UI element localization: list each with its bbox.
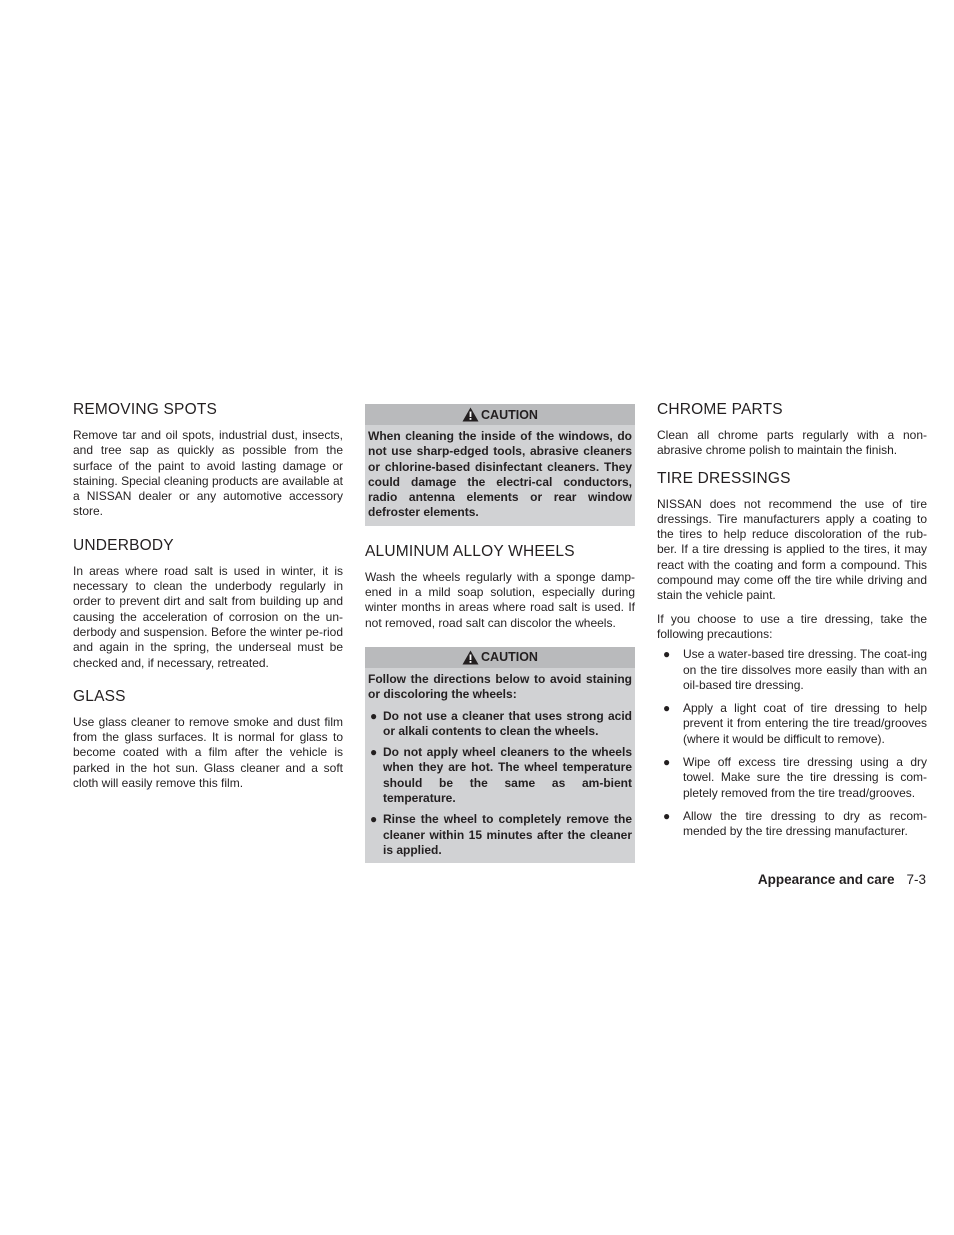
list-item bbox=[368, 745, 632, 806]
bullet-icon: ● bbox=[663, 808, 671, 823]
list-item-text: Use a water-based tire dressing. The coat-ing on the tire dissolves more easily than with an oil-based tire dressing. bbox=[683, 647, 927, 692]
warning-triangle-icon bbox=[462, 650, 479, 665]
warning-triangle-icon bbox=[462, 407, 479, 422]
caution-box-windows bbox=[365, 404, 635, 526]
chrome-parts-heading: CHROME PARTS bbox=[657, 401, 783, 418]
tire-dressings-section bbox=[657, 469, 927, 840]
right-column bbox=[657, 400, 927, 856]
list-item bbox=[657, 701, 927, 747]
list-item bbox=[657, 755, 927, 801]
caution-wheels-list bbox=[368, 709, 632, 859]
list-item-text: Wipe off excess tire dressing using a dry towel. Make sure the tire dressing is com-pletely removed from the tire tread/grooves. bbox=[683, 755, 927, 800]
bullet-icon: ● bbox=[370, 708, 378, 723]
list-item-text: Allow the tire dressing to dry as recom-mended by the tire dressing manufacturer. bbox=[683, 808, 927, 839]
tire-precautions-list bbox=[657, 647, 927, 839]
caution-windows-text: When cleaning the inside of the windows, do not use sharp-edged tools, abrasive cleaners or chlorine-based disinfectant cleaners. They could damage the electri-cal conductors, radio antenna elements or rear window defroster elements. bbox=[368, 429, 632, 520]
removing-spots-heading: REMOVING SPOTS bbox=[73, 401, 218, 418]
middle-column bbox=[365, 404, 635, 879]
caution-box-wheels bbox=[365, 647, 635, 863]
removing-spots-text: Remove tar and oil spots, industrial dust, insects, and tree sap as quickly as possible from the surface of the paint to avoid lasting damage or staining. Special cleaning products are available at a NISSAN dealer or any automotive accessory store. bbox=[73, 428, 343, 519]
list-item-text: Rinse the wheel to completely remove the cleaner within 15 minutes after the cleaner is applied. bbox=[383, 812, 632, 857]
glass-heading: GLASS bbox=[73, 687, 126, 705]
underbody-heading: UNDERBODY bbox=[73, 536, 174, 554]
left-column bbox=[73, 400, 343, 807]
caution-label: CAUTION bbox=[481, 407, 538, 422]
list-item bbox=[657, 809, 927, 840]
list-item bbox=[657, 647, 927, 693]
footer-section-title: Appearance and care bbox=[757, 872, 895, 887]
caution-wheels-intro: Follow the directions below to avoid staining or discoloring the wheels: bbox=[368, 671, 632, 702]
caution-label: CAUTION bbox=[481, 650, 538, 665]
underbody-text: In areas where road salt is used in winter, it is necessary to clean the underbody regularly in order to prevent dirt and salt from building up and causing the acceleration of corrosion on the un-derbody and suspension. Before the winter pe-riod and again in the spring, the underseal must be checked and, if necessary, retreated. bbox=[73, 563, 343, 670]
page-number: 7-3 bbox=[906, 872, 926, 887]
removing-spots-section bbox=[73, 400, 343, 520]
bullet-icon: ● bbox=[663, 647, 671, 662]
list-item-text: Do not use a cleaner that uses strong acid or alkali contents to clean the wheels. bbox=[383, 708, 632, 738]
glass-section bbox=[73, 687, 343, 791]
bullet-icon: ● bbox=[370, 745, 378, 760]
list-item bbox=[368, 709, 632, 740]
chrome-parts-text: Clean all chrome parts regularly with a non-abrasive chrome polish to maintain the finish. bbox=[657, 428, 927, 458]
underbody-section bbox=[73, 536, 343, 671]
list-item-text: Apply a light coat of tire dressing to help prevent it from entering the tire tread/grooves (where it would be difficult to remove). bbox=[683, 701, 927, 746]
tire-dressings-precautions-intro: If you choose to use a tire dressing, take the following precautions: bbox=[657, 611, 927, 641]
caution-header bbox=[365, 404, 635, 425]
list-item bbox=[368, 812, 632, 858]
tire-dressings-heading: TIRE DRESSINGS bbox=[657, 469, 791, 487]
tire-dressings-text: NISSAN does not recommend the use of tire dressings. Tire manufacturers apply a coating to the tires to help reduce discoloration of the rub-ber. If a tire dressing is applied to the tires, it may react with the coating and form a compound. This compound may come off the tire while driving and stain the vehicle paint. bbox=[657, 496, 927, 603]
glass-text: Use glass cleaner to remove smoke and dust film from the glass surfaces. It is normal for glass to become coated with a film after the vehicle is parked in the hot sun. Glass cleaner and a soft cloth will easily remove this film. bbox=[73, 714, 343, 791]
aluminum-wheels-section bbox=[365, 542, 635, 631]
bullet-icon: ● bbox=[370, 812, 378, 827]
chrome-parts-section bbox=[657, 400, 927, 459]
page-footer bbox=[758, 872, 926, 887]
bullet-icon: ● bbox=[663, 701, 671, 716]
aluminum-wheels-heading: ALUMINUM ALLOY WHEELS bbox=[365, 542, 575, 560]
aluminum-wheels-text: Wash the wheels regularly with a sponge damp-ened in a mild soap solution, especially during winter months in areas where road salt is used. If not removed, road salt can discolor the wheels. bbox=[365, 569, 635, 630]
bullet-icon: ● bbox=[663, 755, 671, 770]
list-item-text: Do not apply wheel cleaners to the wheels when they are hot. The wheel temperature should be the same as am-bient temperature. bbox=[383, 745, 632, 806]
caution-header bbox=[365, 647, 635, 668]
